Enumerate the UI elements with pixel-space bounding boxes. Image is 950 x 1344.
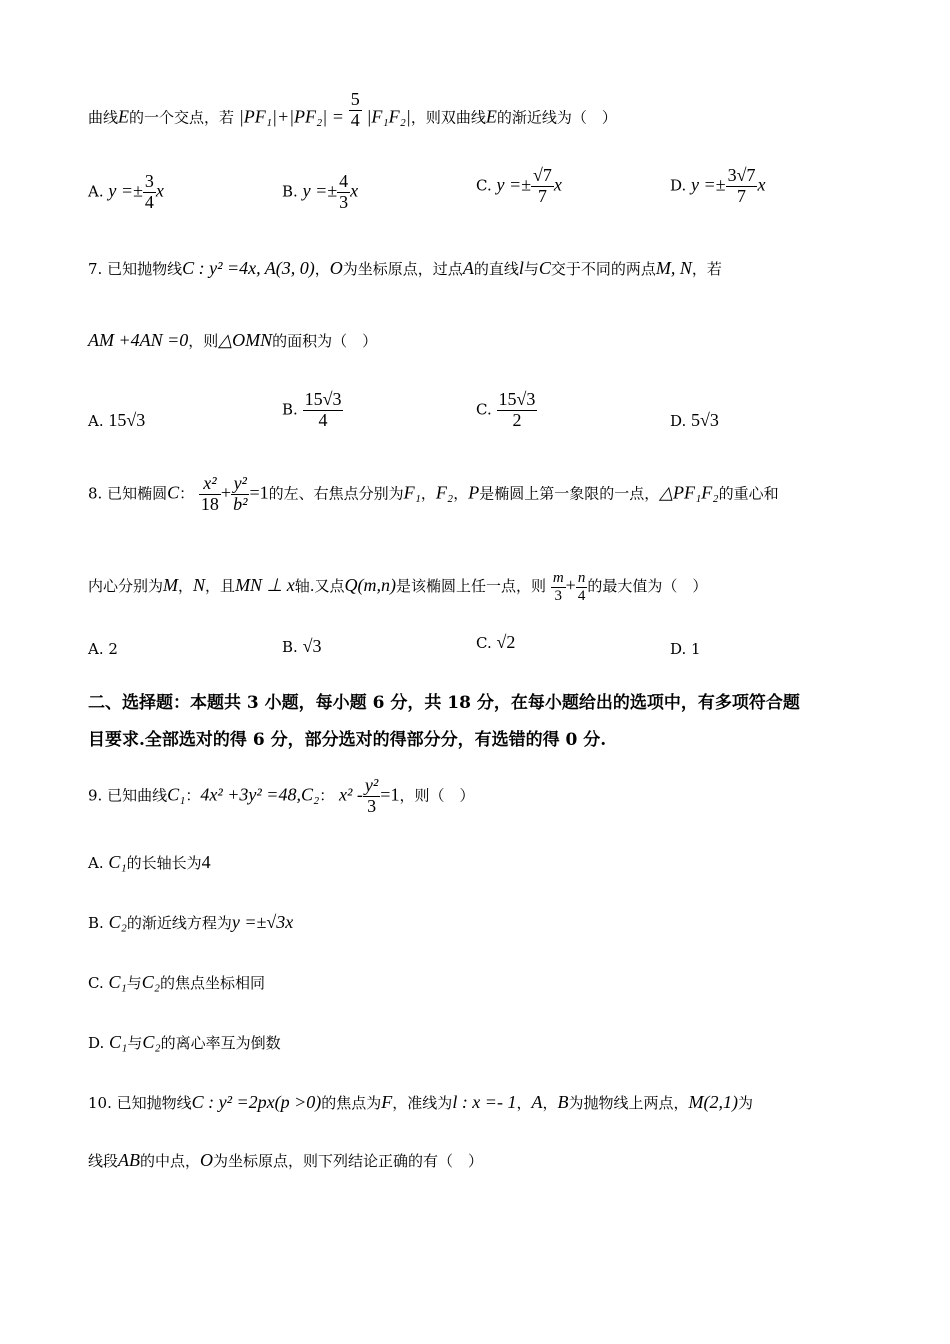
- q6-option-d[interactable]: D. y =± $\frac{3√7}{7}$ x: [670, 165, 766, 206]
- q7-stem-line1: 7. 已知抛物线C : y² =4x, A(3, 0)，O为坐标原点，过点A的直线l与C交于不同的两点M, N，若: [88, 258, 722, 278]
- q7-vector-condition: AM +4AN =0: [88, 330, 189, 350]
- q8-option-c[interactable]: C. √2: [476, 632, 516, 652]
- q8-stem-line1: 8. 已知椭圆C： $\frac{\text{x²}}{18}$ + $\frac{\text{y²}}{\text{b²}}$ =1的左、右焦点分别为F₁，F₂，P是椭圆上第一象限的一点，△PF₁F₂的重心和: [88, 473, 779, 514]
- q6-condition-fraction: $\frac{5}{4}$: [350, 89, 360, 130]
- q6-condition-right: |F₁F₂|: [366, 106, 411, 127]
- q7-option-b[interactable]: B. $\frac{15√3}{4}$: [282, 389, 342, 430]
- q7-option-a[interactable]: A. 15√3: [88, 410, 146, 430]
- q10-stem-line1: 10. 已知抛物线C : y² =2px(p >0)的焦点为F，准线为l : x =- 1，A，B为抛物线上两点，M(2,1)为: [88, 1092, 753, 1112]
- q8-option-d[interactable]: D. 1: [670, 640, 701, 658]
- q10-stem-line2: 线段AB的中点，O为坐标原点，则下列结论正确的有（ ）: [88, 1150, 484, 1170]
- q9-option-c[interactable]: C. C₁与C₂的焦点坐标相同: [88, 972, 266, 992]
- q8-option-a[interactable]: A. 2: [88, 640, 118, 658]
- q6-stem: 曲线E的一个交点，若 |PF₁|+|PF₂| = $\frac{5}{4}$ |F₁F₂|，则双曲线E的渐近线为（ ）: [88, 89, 617, 130]
- section2-heading-line2: 目要求.全部选对的得 6 分，部分选对的得部分分，有选错的得 0 分.: [88, 730, 607, 750]
- q9-stem: 9. 已知曲线C₁：4x² +3y² =48,C₂： x² - $\frac{\text{y²}}{3}$ =1，则（ ）: [88, 775, 475, 816]
- q9-option-d[interactable]: D. C₁与C₂的离心率互为倒数: [88, 1032, 281, 1052]
- q8-stem-line2: 内心分别为M，N，且MN ⊥ x轴.又点Q(m,n)是该椭圆上任一点，则 $\frac{m}{3}$ + $\frac{n}{4}$ 的最大值为（ ）: [88, 570, 708, 604]
- q6-option-a[interactable]: A. y =± $\frac{3}{4}$ x: [88, 171, 164, 212]
- q7-option-d[interactable]: D. 5√3: [670, 410, 719, 430]
- q6-option-c[interactable]: C. y =± $\frac{√7}{7}$ x: [476, 165, 562, 206]
- q8-frac-x: $\frac{\text{x²}}{18}$: [200, 473, 219, 514]
- q6-condition-left: |PF₁|+|PF₂| =: [238, 106, 344, 127]
- q8-frac-y: $\frac{\text{y²}}{\text{b²}}$: [233, 473, 248, 514]
- q9-option-b[interactable]: B. C₂的渐近线方程为y =±√3x: [88, 912, 294, 932]
- q9-option-a[interactable]: A. C₁的长轴长为4: [88, 852, 211, 872]
- q8-option-b[interactable]: B. √3: [282, 636, 322, 656]
- section2-heading-line1: 二、选择题：本题共 3 小题，每小题 6 分，共 18 分，在每小题给出的选项中，有多项符合题: [88, 693, 800, 713]
- q7-stem-line2: AM +4AN =0，则△OMN的面积为（ ）: [88, 330, 378, 350]
- q6-option-b[interactable]: B. y =± $\frac{4}{3}$ x: [282, 171, 359, 212]
- q7-option-c[interactable]: C. $\frac{15√3}{2}$: [476, 389, 536, 430]
- q7-equation: C : y² =4x, A(3, 0): [182, 258, 315, 278]
